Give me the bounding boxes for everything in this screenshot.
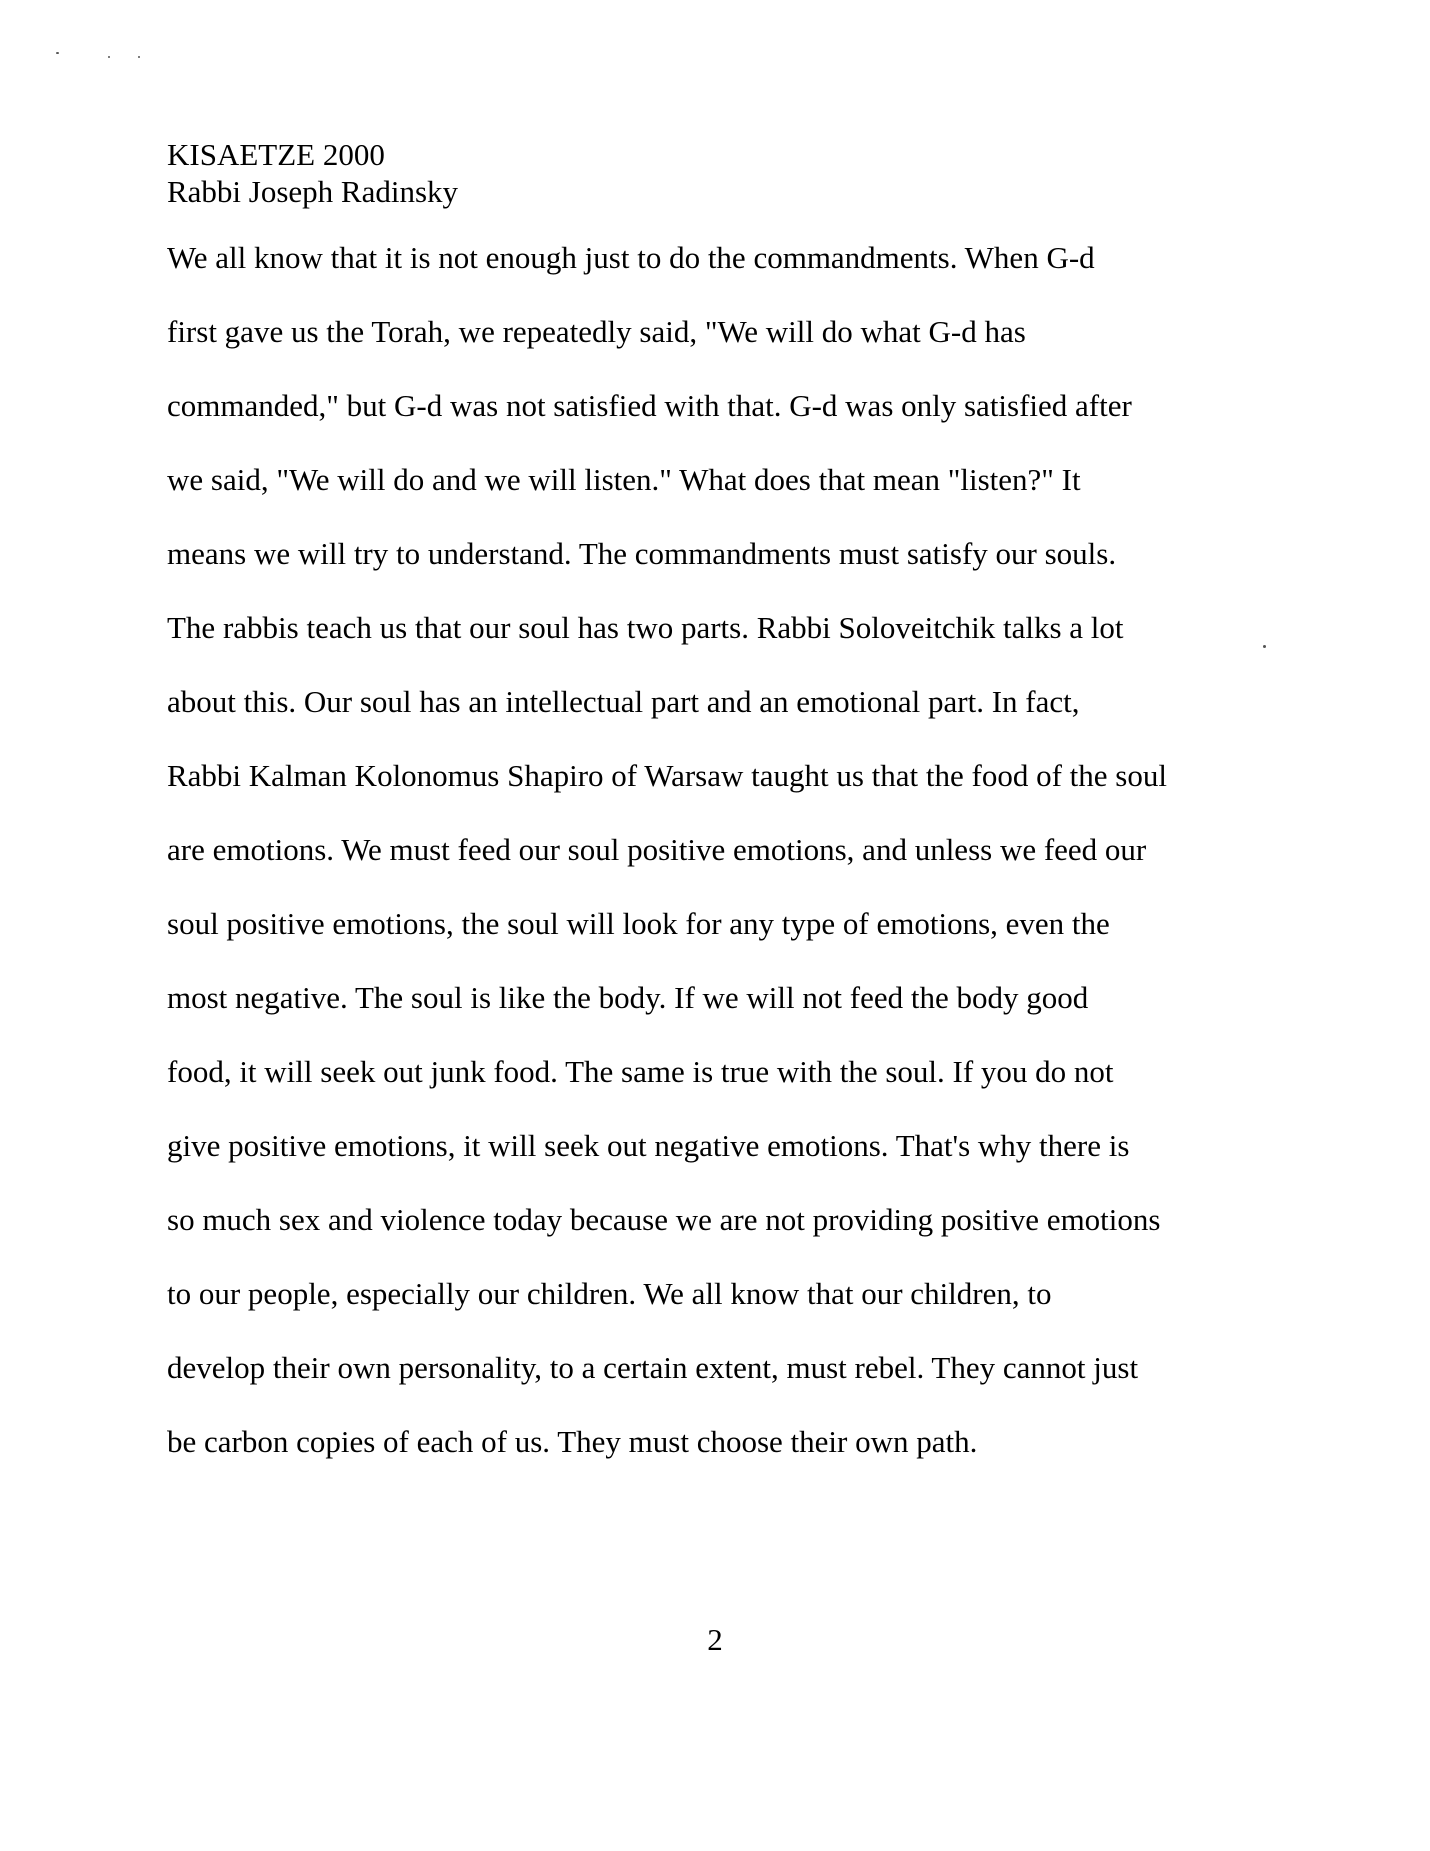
- body-line: about this. Our soul has an intellectual part and an emotional part. In fact,: [167, 684, 1080, 719]
- body-line: be carbon copies of each of us. They must choose their own path.: [167, 1424, 978, 1459]
- page-number: 2: [707, 1622, 723, 1657]
- scan-speck: [108, 56, 110, 58]
- body-line: to our people, especially our children. We all know that our children, to: [167, 1276, 1052, 1311]
- body-line: The rabbis teach us that our soul has two parts. Rabbi Soloveitchik talks a lot: [167, 610, 1124, 645]
- body-line: soul positive emotions, the soul will look for any type of emotions, even the: [167, 906, 1110, 941]
- body-line: commanded," but G-d was not satisfied with that. G-d was only satisfied after: [167, 388, 1132, 423]
- document-author: Rabbi Joseph Radinsky: [167, 174, 459, 209]
- body-line: so much sex and violence today because we are not providing positive emotions: [167, 1202, 1161, 1237]
- body-line: most negative. The soul is like the body. If we will not feed the body good: [167, 980, 1089, 1015]
- body-line: give positive emotions, it will seek out negative emotions. That's why there is: [167, 1128, 1130, 1163]
- body-line: we said, "We will do and we will listen." What does that mean "listen?" It: [167, 462, 1081, 497]
- body-line: develop their own personality, to a certain extent, must rebel. They cannot just: [167, 1350, 1139, 1385]
- document-title: KISAETZE 2000: [167, 137, 385, 172]
- document-header: [167, 136, 458, 210]
- body-line: first gave us the Torah, we repeatedly said, "We will do what G-d has: [167, 314, 1026, 349]
- body-line: We all know that it is not enough just to do the commandments. When G-d: [167, 240, 1095, 275]
- scan-speck: [138, 56, 140, 58]
- body-line: means we will try to understand. The commandments must satisfy our souls.: [167, 536, 1117, 571]
- body-line: are emotions. We must feed our soul positive emotions, and unless we feed our: [167, 832, 1147, 867]
- body-line: food, it will seek out junk food. The same is true with the soul. If you do not: [167, 1054, 1114, 1089]
- body-line: Rabbi Kalman Kolonomus Shapiro of Warsaw taught us that the food of the soul: [167, 758, 1167, 793]
- scan-speck: [56, 52, 59, 54]
- scan-speck: [1263, 645, 1266, 648]
